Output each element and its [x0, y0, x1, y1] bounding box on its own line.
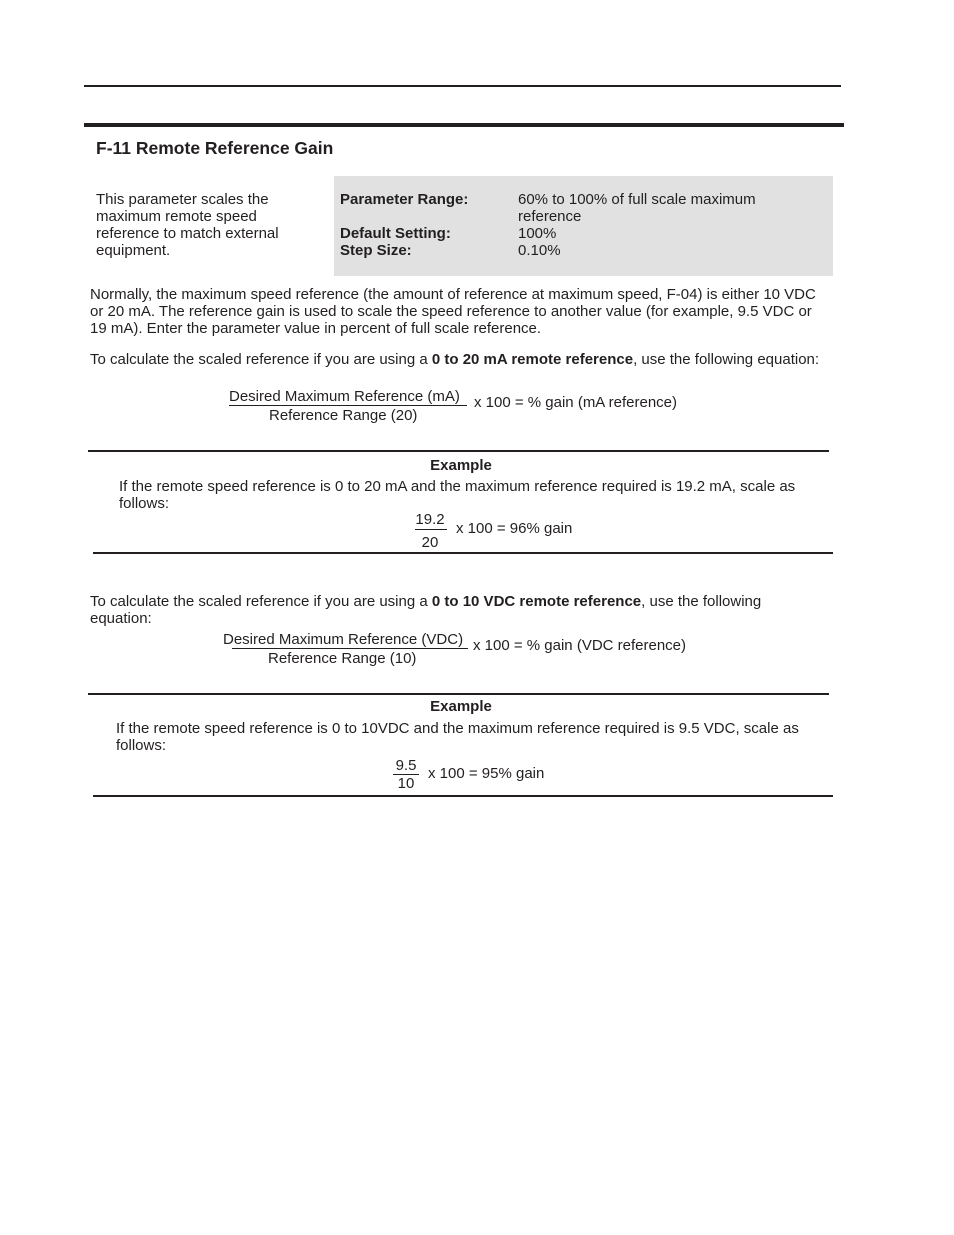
ma-example-heading: Example: [430, 457, 492, 474]
default-label: Default Setting:: [340, 225, 451, 242]
range-value: 60% to 100% of full scale maximum reference: [518, 191, 756, 225]
vdc-instruction-bold: 0 to 10 VDC remote reference: [431, 593, 642, 610]
ma-example-numerator: 19.2: [415, 511, 445, 528]
ma-equation-numerator: Desired Maximum Reference (mA): [229, 388, 460, 405]
section-rule: [84, 123, 844, 127]
ma-equation-result: x 100 = % gain (mA reference): [474, 394, 678, 411]
step-label: Step Size:: [340, 242, 412, 259]
ma-instruction-lead: To calculate the scaled reference if you are using a: [90, 351, 432, 368]
vdc-example-result: x 100 = 95% gain: [428, 765, 545, 782]
vdc-example-denominator: 10: [397, 775, 415, 792]
header-rule: [84, 85, 841, 87]
vdc-example-bottom-rule: [93, 795, 833, 797]
vdc-equation-result: x 100 = % gain (VDC reference): [473, 637, 687, 654]
parameter-description: This parameter scales the maximum remote speed reference to match external equipment.: [96, 191, 279, 259]
ma-example-text: If the remote speed reference is 0 to 20 mA and the maximum reference required is 19.2 mA, scale as follows:: [119, 478, 796, 512]
ma-equation-denominator: Reference Range (20): [269, 407, 418, 424]
vdc-instruction-tail: , use the following equation:: [90, 593, 762, 627]
vdc-fraction-bar: [232, 648, 468, 649]
intro-paragraph: Normally, the maximum speed reference (the amount of reference at maximum speed, F-04) is either 10 VDC or 20 mA. The reference gain is used to scale the speed reference to another value (for example, 9.5 VDC or 19 mA). Enter the parameter value in percent of full scale reference.: [90, 286, 816, 337]
ma-example-denominator: 20: [421, 534, 439, 551]
ma-example-top-rule: [88, 450, 829, 452]
vdc-example-top-rule: [88, 693, 829, 695]
vdc-equation-numerator: Desired Maximum Reference (VDC): [223, 631, 464, 648]
vdc-equation-denominator: Reference Range (10): [268, 650, 417, 667]
vdc-example-heading: Example: [430, 698, 492, 715]
parameter-box: [334, 176, 833, 276]
section-title: F-11 Remote Reference Gain: [96, 138, 334, 158]
ma-instruction-tail: , use the following equation:: [633, 351, 820, 368]
vdc-instruction-lead: To calculate the scaled reference if you are using a: [90, 593, 432, 610]
ma-instruction-bold: 0 to 20 mA remote reference: [431, 351, 634, 368]
vdc-example-text: If the remote speed reference is 0 to 10VDC and the maximum reference required is 9.5 VDC, scale as follows:: [116, 720, 799, 754]
vdc-instruction: [90, 593, 820, 627]
default-value: 100%: [518, 225, 557, 242]
range-label: Parameter Range:: [340, 191, 469, 208]
ma-example-bottom-rule: [93, 552, 833, 554]
ma-fraction-bar: [229, 405, 467, 406]
ma-example-fraction-bar: [415, 529, 447, 530]
ma-example-result: x 100 = 96% gain: [456, 520, 573, 537]
ma-instruction: [90, 351, 820, 368]
step-value: 0.10%: [518, 242, 561, 259]
vdc-example-numerator: 9.5: [395, 757, 417, 774]
